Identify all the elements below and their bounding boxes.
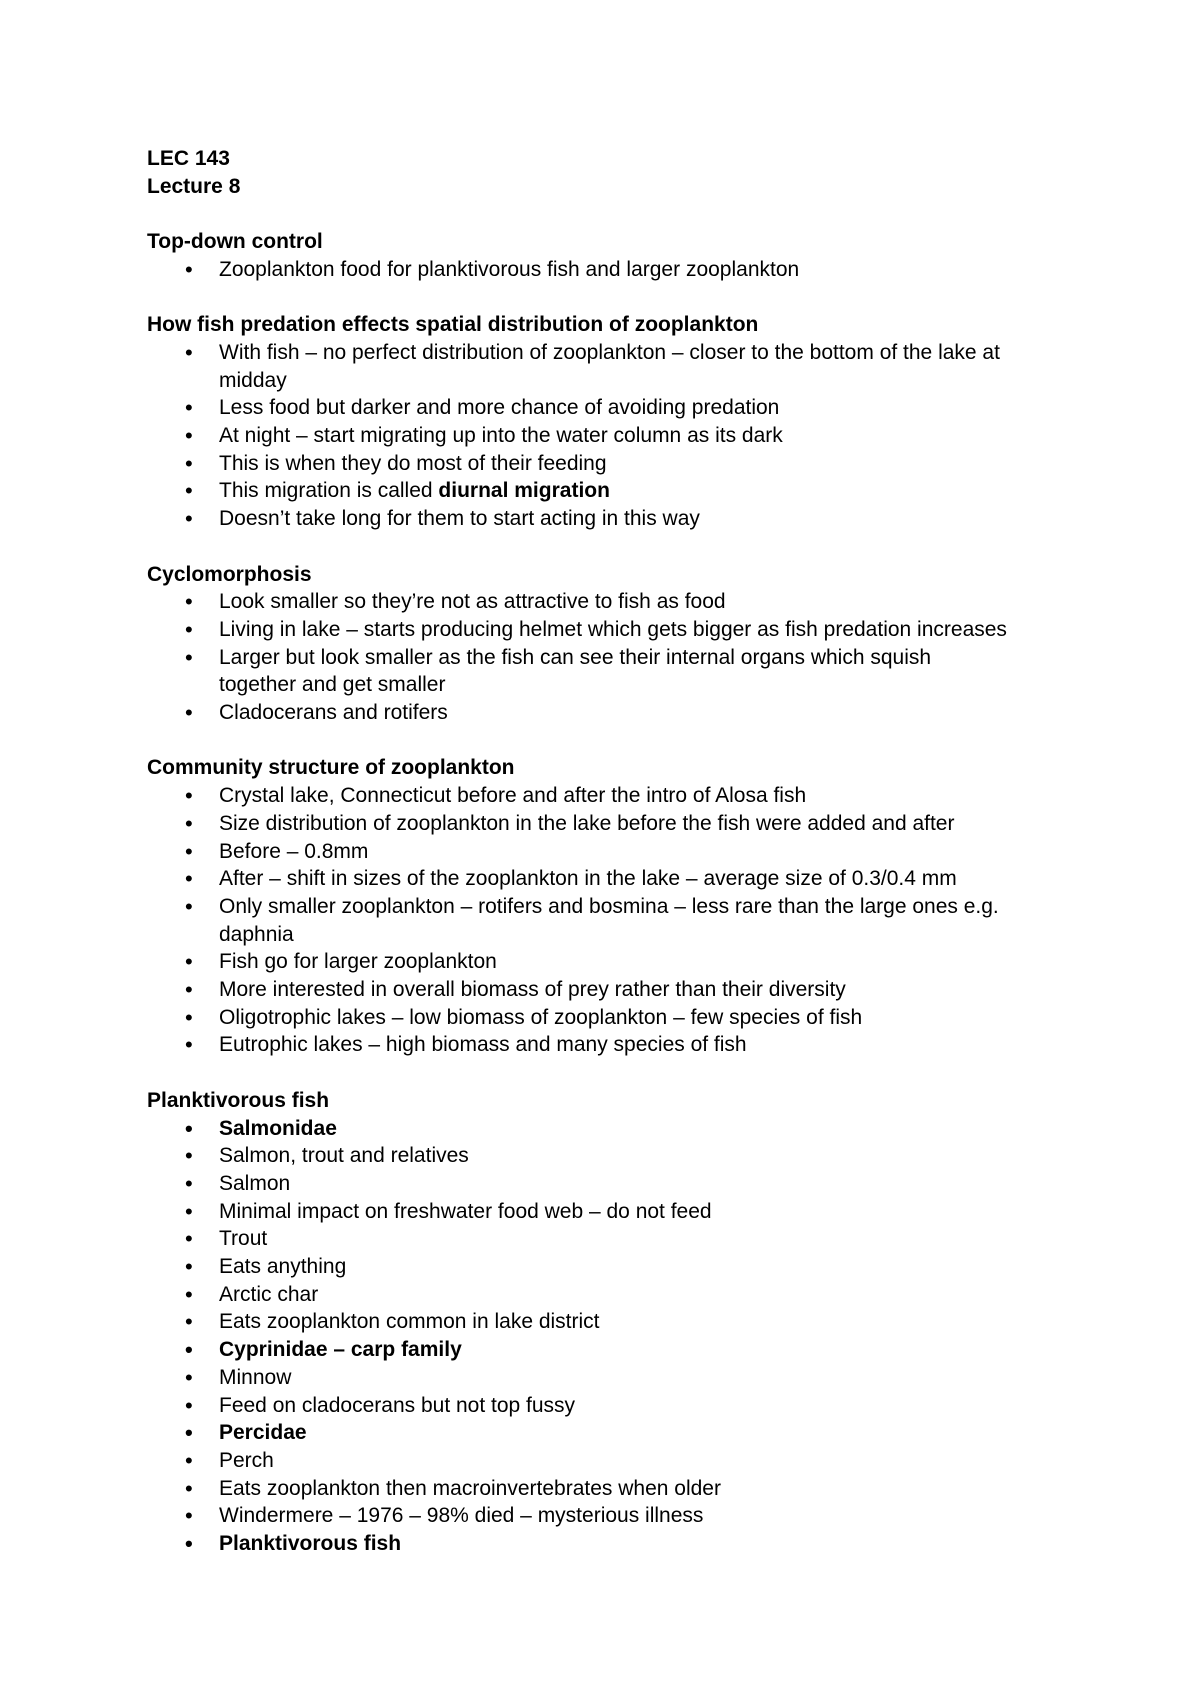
list-item: • Size distribution of zooplankton in the lake before the fish were added and after	[147, 810, 1087, 838]
list-item: • Feed on cladocerans but not top fussy	[147, 1392, 1087, 1420]
list-item-line: Only smaller zooplankton – rotifers and bosmina – less rare than the large ones e.g.	[219, 894, 999, 918]
list-item	[147, 477, 1087, 505]
section-heading-top-down: Top-down control	[147, 230, 323, 254]
section-heading-planktivorous: Planktivorous fish	[147, 1088, 330, 1112]
list-item: • Doesn’t take long for them to start acting in this way	[147, 505, 1087, 533]
list-item: • Perch	[147, 1447, 1087, 1475]
list-item: • Salmon, trout and relatives	[147, 1142, 1087, 1170]
list-item: • Arctic char	[147, 1281, 1087, 1309]
list-item-text: This migration is called	[219, 479, 439, 503]
list-item: • Look smaller so they’re not as attractive to fish as food	[147, 588, 1087, 616]
list-item	[147, 893, 1087, 948]
list-item: • Cladocerans and rotifers	[147, 699, 1087, 727]
spacer	[147, 1059, 1087, 1087]
course-code: LEC 143	[147, 147, 230, 170]
list-item: • Cyprinidae – carp family	[147, 1336, 1087, 1364]
list-item: • At night – start migrating up into the water column as its dark	[147, 422, 1087, 450]
list-item: • Before – 0.8mm	[147, 838, 1087, 866]
list-item: • Less food but darker and more chance of avoiding predation	[147, 394, 1087, 422]
bullet-list-top-down	[147, 256, 1087, 284]
list-item: • Minnow	[147, 1364, 1087, 1392]
list-item: • Eats anything	[147, 1253, 1087, 1281]
list-item-emphasis: diurnal migration	[438, 479, 610, 503]
list-item-line: Larger but look smaller as the fish can see their internal organs which squish	[219, 645, 932, 669]
list-item: • Percidae	[147, 1419, 1087, 1447]
list-item: • Salmonidae	[147, 1115, 1087, 1143]
list-item: • This is when they do most of their feeding	[147, 450, 1087, 478]
list-item: • Eutrophic lakes – high biomass and many species of fish	[147, 1031, 1087, 1059]
spacer	[147, 284, 1087, 312]
list-item: • More interested in overall biomass of prey rather than their diversity	[147, 976, 1087, 1004]
spacer	[147, 727, 1087, 755]
section-heading-predation: How fish predation effects spatial distribution of zooplankton	[147, 313, 759, 337]
document-page	[147, 145, 1087, 1558]
list-item: • Planktivorous fish	[147, 1530, 1087, 1558]
list-item: • Eats zooplankton common in lake district	[147, 1308, 1087, 1336]
bullet-list-planktivorous	[147, 1115, 1087, 1558]
list-item: • Oligotrophic lakes – low biomass of zooplankton – few species of fish	[147, 1004, 1087, 1032]
list-item-line: With fish – no perfect distribution of zooplankton – closer to the bottom of the lake at	[219, 340, 1000, 364]
list-item: • Windermere – 1976 – 98% died – mysterious illness	[147, 1502, 1087, 1530]
list-item: • After – shift in sizes of the zooplankton in the lake – average size of 0.3/0.4 mm	[147, 865, 1087, 893]
list-item	[147, 339, 1087, 394]
list-item-line: daphnia	[219, 922, 294, 946]
list-item-line: together and get smaller	[219, 673, 446, 697]
bullet-list-cyclomorphosis	[147, 588, 1087, 727]
list-item	[147, 644, 1087, 699]
section-heading-community: Community structure of zooplankton	[147, 756, 515, 780]
list-item: • Zooplankton food for planktivorous fish and larger zooplankton	[147, 256, 1087, 284]
spacer	[147, 200, 1087, 228]
bullet-list-community	[147, 782, 1087, 1059]
list-item: • Fish go for larger zooplankton	[147, 948, 1087, 976]
list-item: • Eats zooplankton then macroinvertebrates when older	[147, 1475, 1087, 1503]
lecture-number: Lecture 8	[147, 174, 241, 198]
section-heading-cyclomorphosis: Cyclomorphosis	[147, 562, 312, 586]
list-item: • Trout	[147, 1225, 1087, 1253]
list-item: • Living in lake – starts producing helmet which gets bigger as fish predation increases	[147, 616, 1087, 644]
list-item-line: midday	[219, 368, 287, 392]
list-item: • Minimal impact on freshwater food web – do not feed	[147, 1198, 1087, 1226]
list-item: • Salmon	[147, 1170, 1087, 1198]
spacer	[147, 533, 1087, 561]
bullet-list-predation	[147, 339, 1087, 533]
list-item: • Crystal lake, Connecticut before and after the intro of Alosa fish	[147, 782, 1087, 810]
